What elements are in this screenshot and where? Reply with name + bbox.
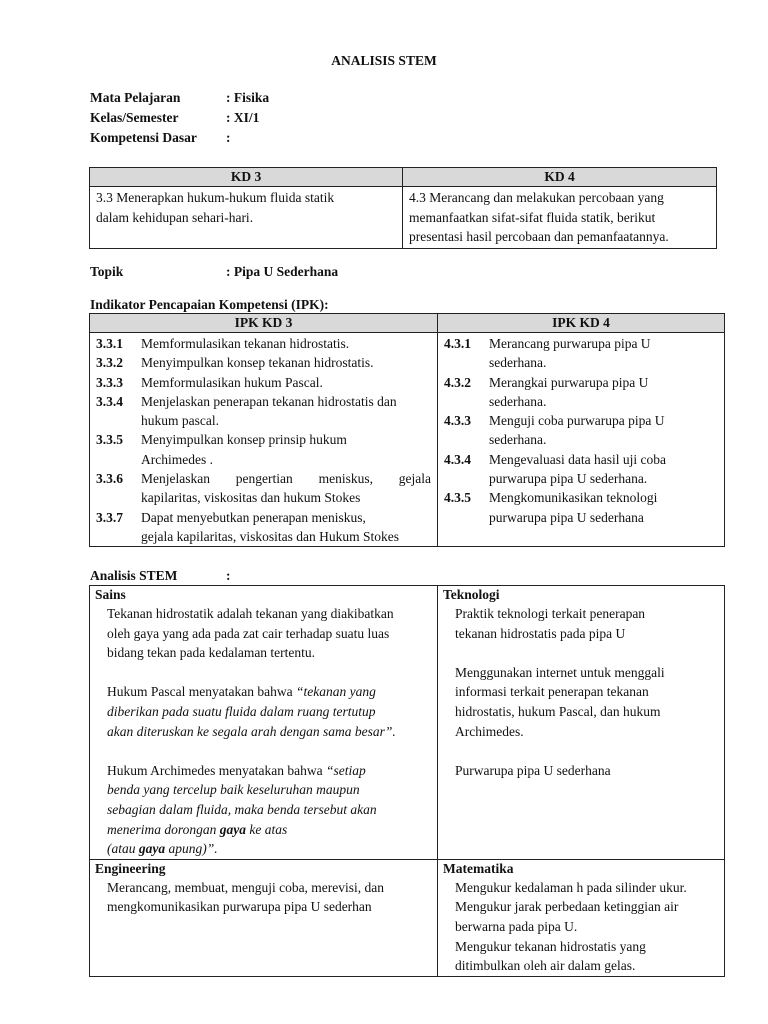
ipk-text: purwarupa pipa U sederhana [489, 509, 644, 525]
info-label-kelas: Kelas/Semester [90, 110, 179, 125]
topik-value: : Pipa U Sederhana [226, 264, 339, 279]
archimedes-quote: ke atas [246, 821, 288, 837]
ipk-number: 4.3.4 [444, 451, 471, 467]
kd3-line: dalam kehidupan sehari-hari. [96, 209, 254, 225]
ipk-text: Memformulasikan hukum Pascal. [141, 374, 323, 390]
ipk-text: hukum pascal. [141, 413, 219, 429]
ipk-text: Menyimpulkan konsep tekanan hidrostatis. [141, 355, 374, 371]
ipk-text: Memformulasikan tekanan hidrostatis. [141, 336, 350, 351]
kd3-cell [90, 187, 403, 249]
kd3-header: KD 3 [90, 168, 403, 187]
topik-label: Topik [90, 264, 124, 279]
kd4-line: 4.3 Merancang dan melakukan percobaan yang [409, 190, 664, 205]
ipk-text: gejala kapilaritas, viskositas dan Hukum Stokes [141, 528, 399, 544]
text-line: bidang tekan pada kedalaman tertentu. [107, 645, 316, 661]
text-line: berwarna pada pipa U. [455, 918, 578, 934]
ipk-text: sederhana. [489, 432, 547, 448]
text-line: informasi terkait penerapan tekanan [455, 684, 649, 700]
text-line: Praktik teknologi terkait penerapan [455, 606, 646, 621]
pascal-intro: Hukum Pascal menyatakan bahwa [107, 684, 296, 700]
kd4-line: presentasi hasil percobaan dan pemanfaatannya. [409, 229, 669, 244]
teknologi-cell [438, 586, 725, 860]
ipk-number: 4.3.1 [444, 336, 471, 351]
text-line: Mengukur jarak perbedaan ketinggian air [455, 899, 679, 915]
ipk-item [444, 373, 718, 412]
ipk-item [96, 469, 431, 508]
archimedes-intro: Hukum Archimedes menyatakan bahwa [107, 762, 326, 778]
matematika-cell [438, 859, 725, 976]
text-line: Mengukur tekanan hidrostatis yang [455, 938, 646, 954]
ipk-table [89, 313, 725, 547]
stem-heading-value: : [226, 568, 231, 583]
archimedes-quote-bold: gaya [138, 841, 166, 857]
archimedes-quote: sebagian dalam fluida, maka benda tersebut akan [107, 801, 377, 817]
sains-title: Sains [95, 587, 126, 602]
ipk-number: 4.3.2 [444, 374, 471, 390]
kd-table [89, 167, 717, 249]
teknologi-title: Teknologi [443, 587, 500, 602]
ipk-text: kapilaritas, viskositas dan hukum Stokes [141, 490, 361, 506]
ipk-number: 3.3.3 [96, 374, 123, 390]
ipk-item [96, 430, 431, 469]
ipk-text: Menjelaskan penerapan tekanan hidrostatis dan [141, 393, 397, 409]
ipk-text: Menguji coba purwarupa pipa U [489, 413, 665, 429]
pascal-quote: “tekanan yang [295, 684, 376, 700]
archimedes-quote: benda yang tercelup baik keseluruhan maupun [107, 782, 360, 798]
ipk-item [96, 334, 431, 353]
teknologi-paragraph [438, 761, 724, 781]
matematika-title: Matematika [443, 860, 514, 876]
ipk-text: purwarupa pipa U sederhana. [489, 471, 648, 487]
text-line: Purwarupa pipa U sederhana [455, 762, 611, 778]
engineering-title: Engineering [95, 860, 166, 876]
info-value-mapel: : Fisika [226, 90, 270, 105]
ipk-number: 4.3.3 [444, 413, 471, 429]
info-label-kd: Kompetensi Dasar [90, 130, 197, 145]
ipk-number: 3.3.6 [96, 471, 123, 487]
kd4-cell [403, 187, 717, 249]
stem-heading-label: Analisis STEM [90, 568, 178, 583]
ipk-item [444, 411, 718, 450]
text-line: Archimedes. [455, 723, 524, 739]
ipk-heading: Indikator Pencapaian Kompetensi (IPK): [90, 297, 329, 312]
ipk-item [444, 488, 718, 527]
text-line: mengkomunikasikan purwarupa pipa U sederhan [107, 899, 372, 915]
sains-cell [90, 586, 438, 860]
ipk-item [96, 353, 431, 372]
ipk-text: Mengevaluasi data hasil uji coba [489, 451, 666, 467]
ipk-kd3-cell [90, 333, 438, 547]
text-line: Mengukur kedalaman h pada silinder ukur. [455, 879, 687, 895]
ipk-kd4-cell [438, 333, 725, 547]
stem-table [89, 585, 725, 977]
ipk-number: 3.3.5 [96, 432, 123, 448]
ipk-text: Menjelaskan pengertian meniskus, gejala [141, 471, 431, 487]
engineering-paragraph [90, 878, 437, 917]
teknologi-paragraph [438, 663, 724, 741]
ipk-kd3-header: IPK KD 3 [90, 314, 438, 333]
text-line: Menggunakan internet untuk menggali [455, 664, 665, 680]
text-line: Tekanan hidrostatik adalah tekanan yang diakibatkan [107, 606, 394, 621]
archimedes-quote: (atau [107, 841, 139, 857]
text-line: Merancang, membuat, menguji coba, merevisi, dan [107, 879, 385, 895]
ipk-text: Mengkomunikasikan teknologi [489, 490, 658, 506]
ipk-item [96, 508, 431, 547]
ipk-number: 3.3.7 [96, 509, 123, 525]
ipk-text: Merangkai purwarupa pipa U [489, 374, 649, 390]
text-line: hidrostatis, hukum Pascal, dan hukum [455, 703, 661, 719]
ipk-number: 3.3.1 [96, 336, 123, 351]
archimedes-quote: “setiap [325, 762, 366, 778]
ipk-text: sederhana. [489, 393, 547, 409]
ipk-item [96, 373, 431, 392]
sains-paragraph-archimedes [90, 761, 437, 859]
info-value-kelas: : XI/1 [226, 110, 260, 125]
kd3-line: 3.3 Menerapkan hukum-hukum fluida statik [96, 190, 335, 205]
kd4-line: memanfaatkan sifat-sifat fluida statik, berikut [409, 209, 656, 225]
archimedes-quote: menerima dorongan [107, 821, 220, 837]
ipk-text: Archimedes . [141, 451, 213, 467]
page-title: ANALISIS STEM [331, 53, 437, 68]
matematika-paragraph [438, 878, 724, 976]
ipk-text: Merancang purwarupa pipa U [489, 336, 651, 351]
info-label-mapel: Mata Pelajaran [90, 90, 181, 105]
archimedes-quote: apung)”. [165, 841, 218, 857]
text-line: oleh gaya yang ada pada zat cair terhadap suatu luas [107, 625, 390, 641]
ipk-item [444, 334, 718, 373]
sains-paragraph-hidrostatik [90, 604, 437, 663]
ipk-number: 3.3.2 [96, 355, 123, 371]
archimedes-quote-bold: gaya [219, 821, 246, 837]
ipk-number: 4.3.5 [444, 490, 471, 506]
engineering-cell [90, 859, 438, 976]
pascal-quote: diberikan pada suatu fluida dalam ruang tertutup [107, 703, 376, 719]
pascal-quote: akan diteruskan ke segala arah dengan sama besar”. [107, 723, 396, 739]
info-value-kd: : [226, 130, 231, 145]
ipk-item [444, 450, 718, 489]
kd4-header: KD 4 [403, 168, 717, 187]
ipk-text: Menyimpulkan konsep prinsip hukum [141, 432, 347, 448]
sains-paragraph-pascal [90, 682, 437, 741]
text-line: tekanan hidrostatis pada pipa U [455, 625, 626, 641]
text-line: ditimbulkan oleh air dalam gelas. [455, 958, 636, 974]
ipk-number: 3.3.4 [96, 393, 123, 409]
ipk-text: sederhana. [489, 355, 547, 371]
ipk-kd4-header: IPK KD 4 [438, 314, 725, 333]
ipk-item [96, 392, 431, 431]
ipk-text: Dapat menyebutkan penerapan meniskus, [141, 509, 366, 525]
teknologi-paragraph [438, 604, 724, 643]
